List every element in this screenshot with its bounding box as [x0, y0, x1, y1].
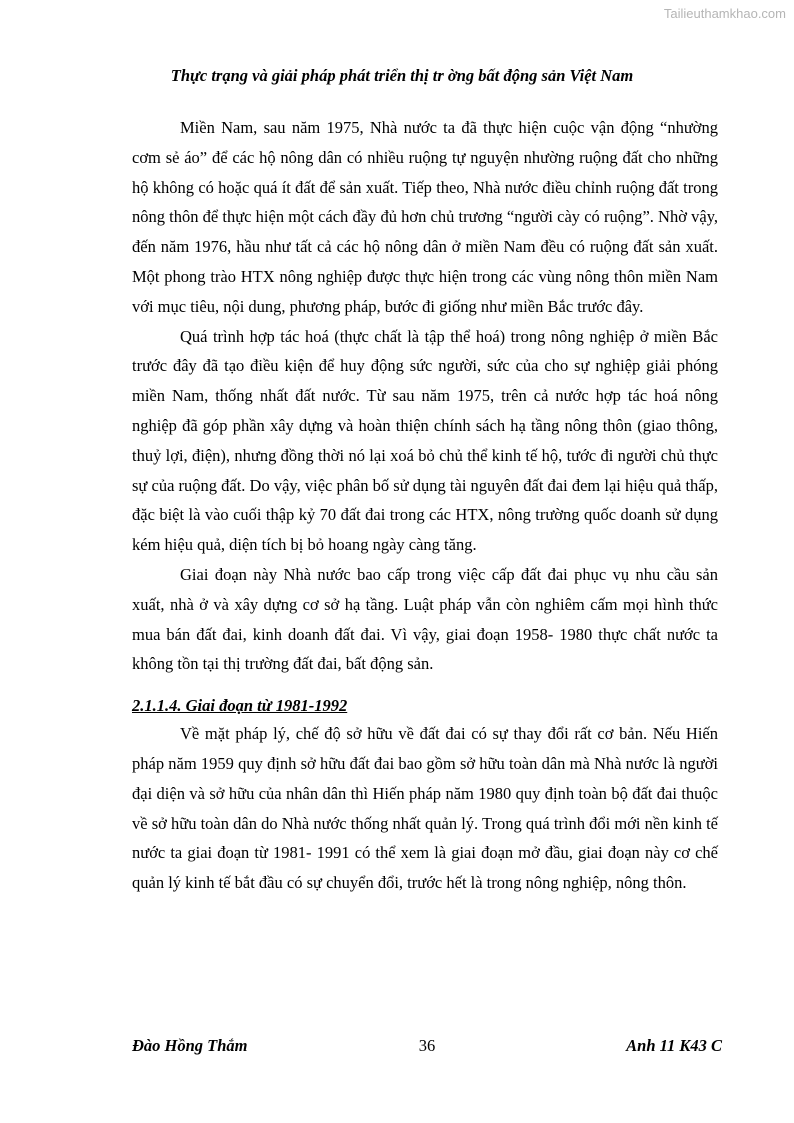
section-paragraph: Về mặt pháp lý, chế độ sở hữu về đất đai có sự thay đổi rất cơ bản. Nếu Hiến pháp năm 1959 quy định sở hữu đất đai bao gồm sở hữu toàn dân mà Nhà nước là người đại diện và sở hữu của nhân dân thì Hiến pháp năm 1980 quy định toàn bộ đất đai thuộc về sở hữu toàn dân do Nhà nước thống nhất quản lý. Trong quá trình đổi mới nền kinh tế nước ta giai đoạn từ 1981- 1991 có thể xem là giai đoạn mở đầu, giai đoạn này cơ chế quản lý kinh tế bắt đầu có sự chuyển đổi, trước hết là trong nông nghiệp, nông thôn. [132, 724, 718, 893]
section-heading: 2.1.1.4. Giai đoạn từ 1981-1992 [132, 696, 348, 716]
watermark: Tailieuthamkhao.com [663, 6, 786, 21]
paragraph-3: Giai đoạn này Nhà nước bao cấp trong việc cấp đất đai phục vụ nhu cầu sản xuất, nhà ở và xây dựng cơ sở hạ tầng. Luật pháp vẫn còn nghiêm cấm mọi hình thức mua bán đất đai, kinh doanh đất đai. Vì vậy, giai đoạn 1958- 1980 thực chất nước ta không tồn tại thị trường đất đai, bất động sản. [132, 564, 718, 674]
footer-class: Anh 11 K43 C [626, 1036, 722, 1055]
paragraph-2: Quá trình hợp tác hoá (thực chất là tập thể hoá) trong nông nghiệp ở miền Bắc trước đây đã tạo điều kiện để huy động sức người, sức của cho sự nghiệp giải phóng miền Nam, thống nhất đất nước. Từ sau năm 1975, trên cả nước hợp tác hoá nông nghiệp đã góp phần xây dựng và hoàn thiện chính sách hạ tầng nông thôn (giao thông, thuỷ lợi, điện), nhưng đồng thời nó lại xoá bỏ chủ thể kinh tế hộ, tước đi người chủ thực sự của ruộng đất. Do vậy, việc phân bố sử dụng tài nguyên đất đai đem lại hiệu quả thấp, đặc biệt là vào cuối thập kỷ 70 đất đai trong các HTX, nông trường quốc doanh sử dụng kém hiệu quả, diện tích bị bỏ hoang ngày càng tăng. [132, 326, 718, 555]
page-header-title: Thực trạng và giải pháp phát triển thị tr ờng bất động sản Việt Nam [170, 66, 634, 85]
body-text [132, 113, 718, 898]
footer-author: Đào Hồng Thắm [132, 1036, 248, 1055]
paragraph-1: Miền Nam, sau năm 1975, Nhà nước ta đã thực hiện cuộc vận động “nhường cơm sẻ áo” để các hộ nông dân có nhiều ruộng tự nguyện nhường ruộng đất cho những hộ không có hoặc quá ít đất để sản xuất. Tiếp theo, Nhà nước điều chỉnh ruộng đất trong nông thôn để thực hiện một cách đầy đủ hơn chủ trương “người cày có ruộng”. Nhờ vậy, đến năm 1976, hầu như tất cả các hộ nông dân ở miền Nam đều có ruộng đất sản xuất. Một phong trào HTX nông nghiệp được thực hiện trong các vùng nông thôn miền Nam với mục tiêu, nội dung, phương pháp, bước đi giống như miền Bắc trước đây. [132, 118, 718, 316]
footer-page-number: 36 [418, 1036, 436, 1055]
